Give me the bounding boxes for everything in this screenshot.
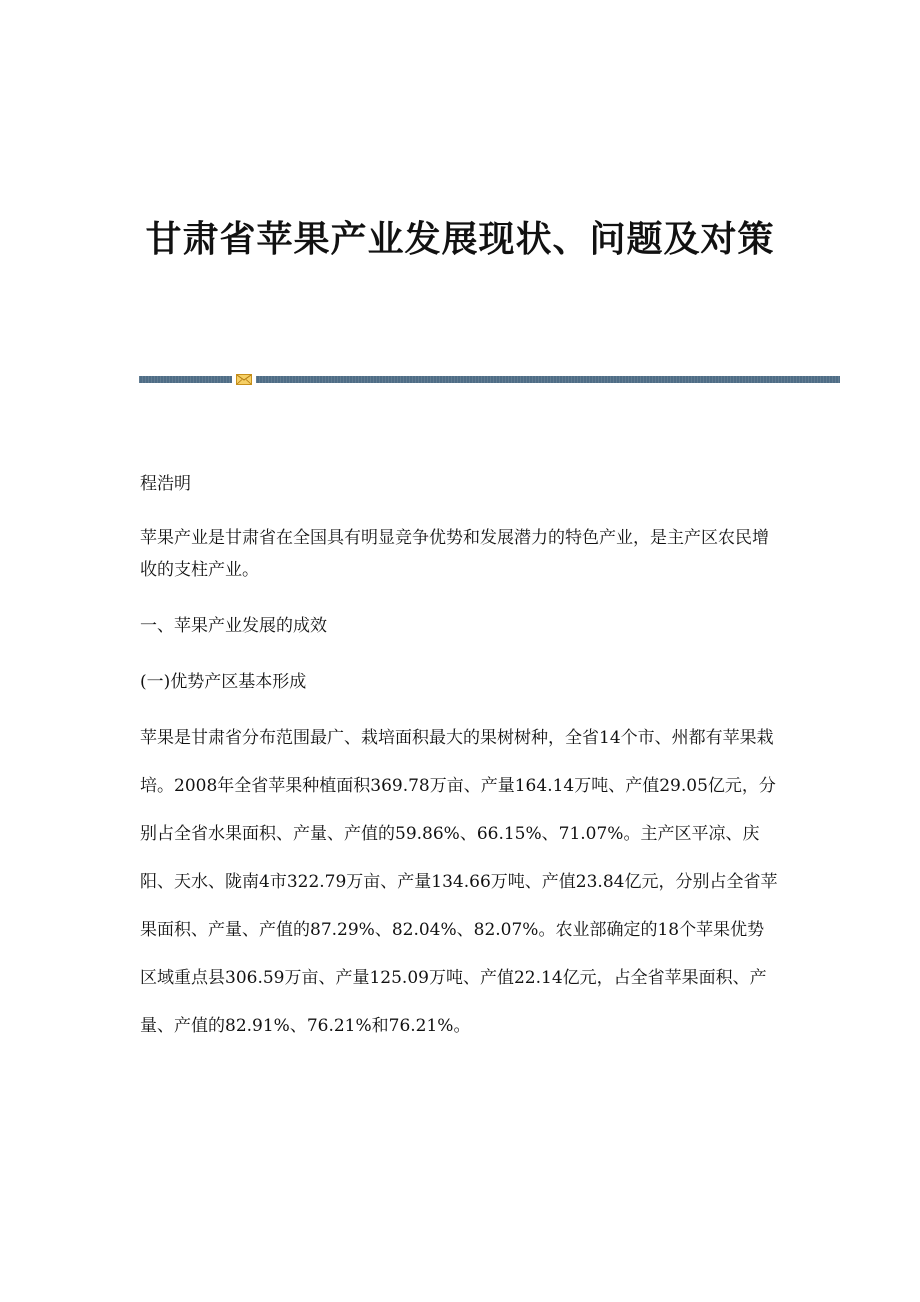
section-heading: 一、苹果产业发展的成效 <box>140 616 327 636</box>
subsection-heading: (一)优势产区基本形成 <box>140 672 307 692</box>
article-body <box>140 468 780 1074</box>
intro-paragraph: 苹果产业是甘肃省在全国具有明显竞争优势和发展潜力的特色产业，是主产区农民增收的支柱产业。 <box>140 528 769 580</box>
title-divider <box>139 374 840 384</box>
body-paragraph: 苹果是甘肃省分布范围最广、栽培面积最大的果树树种，全省14个市、州都有苹果栽培。2008年全省苹果种植面积369.78万亩、产量164.14万吨、产值29.05亿元，分别占全省水果面积、产量、产值的59.86%、66.15%、71.07%。主产区平凉、庆阳、天水、陇南4市322.79万亩、产量134.66万吨、产值23.84亿元，分别占全省苹果面积、产量、产值的87.29%、82.04%、82.07%。农业部确定的18个苹果优势区域重点县306.59万亩、产量125.09万吨、产值22.14亿元，占全省苹果面积、产量、产值的82.91%、76.21%和76.21%。 <box>140 728 778 1036</box>
divider-ornament-icon <box>236 374 252 385</box>
page-title: 甘肃省苹果产业发展现状、问题及对策 <box>145 218 775 260</box>
author-name: 程浩明 <box>140 474 191 494</box>
divider-bar-right <box>256 376 840 383</box>
divider-bar-left <box>139 376 232 383</box>
